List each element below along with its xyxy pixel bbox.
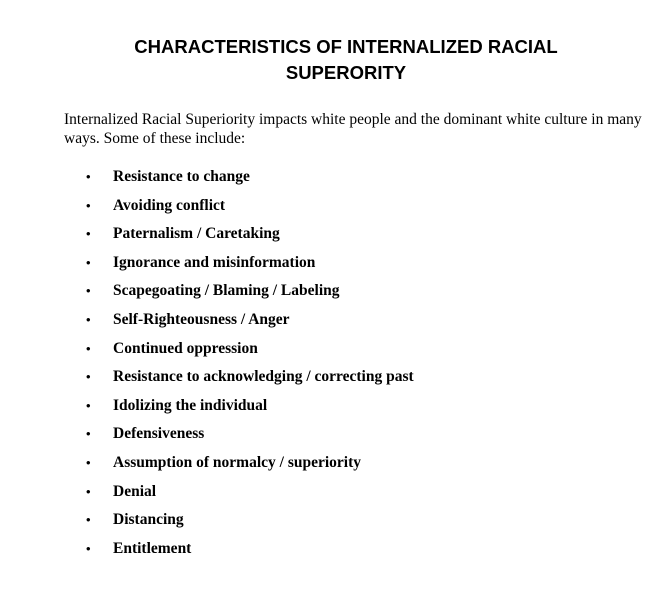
- bullet-icon: •: [86, 512, 91, 528]
- bullet-icon: •: [86, 283, 91, 299]
- list-item-text: Entitlement: [113, 539, 192, 557]
- list-item: [84, 166, 414, 195]
- list-item-text: Self-Righteousness / Anger: [113, 310, 290, 328]
- title-line-1: CHARACTERISTICS OF INTERNALIZED RACIAL: [134, 36, 558, 57]
- bullet-icon: •: [86, 340, 91, 356]
- list-item: [84, 538, 414, 567]
- bullet-icon: •: [86, 226, 91, 242]
- list-item: [84, 195, 414, 224]
- bullet-icon: •: [86, 397, 91, 413]
- intro-paragraph: Internalized Racial Superiority impacts white people and the dominant white culture in many ways. Some of these include:: [64, 111, 642, 147]
- bullet-icon: •: [86, 369, 91, 385]
- list-item: [84, 481, 414, 510]
- list-item: [84, 223, 414, 252]
- list-item: [84, 252, 414, 281]
- list-item-text: Distancing: [113, 511, 184, 529]
- list-item-text: Resistance to change: [113, 168, 250, 185]
- list-item-text: Scapegoating / Blaming / Labeling: [113, 282, 340, 300]
- list-item: [84, 423, 414, 452]
- bullet-icon: •: [86, 254, 91, 270]
- list-item-text: Denial: [113, 482, 157, 500]
- bullet-icon: •: [86, 311, 91, 327]
- list-item-text: Continued oppression: [113, 339, 258, 357]
- list-item: [84, 309, 414, 338]
- bullet-icon: •: [86, 483, 91, 499]
- bullet-icon: •: [86, 426, 91, 442]
- page-title: [40, 34, 652, 86]
- title-line-2: SUPERORITY: [285, 62, 407, 83]
- bullet-icon: •: [86, 540, 91, 556]
- characteristics-list: [84, 166, 414, 566]
- list-item-text: Avoiding conflict: [113, 196, 226, 214]
- list-item-text: Idolizing the individual: [113, 396, 268, 414]
- list-item-text: Assumption of normalcy / superiority: [113, 453, 361, 471]
- bullet-icon: •: [86, 197, 91, 213]
- list-item: [84, 338, 414, 367]
- list-item-text: Ignorance and misinformation: [113, 253, 316, 271]
- list-item-text: Paternalism / Caretaking: [113, 225, 280, 243]
- bullet-icon: •: [86, 454, 91, 470]
- list-item: [84, 509, 414, 538]
- list-item: [84, 452, 414, 481]
- list-item: [84, 280, 414, 309]
- bullet-icon: •: [86, 169, 91, 184]
- list-item: [84, 366, 414, 395]
- list-item: [84, 395, 414, 424]
- list-item-text: Resistance to acknowledging / correcting past: [113, 368, 414, 386]
- list-item-text: Defensiveness: [113, 425, 205, 443]
